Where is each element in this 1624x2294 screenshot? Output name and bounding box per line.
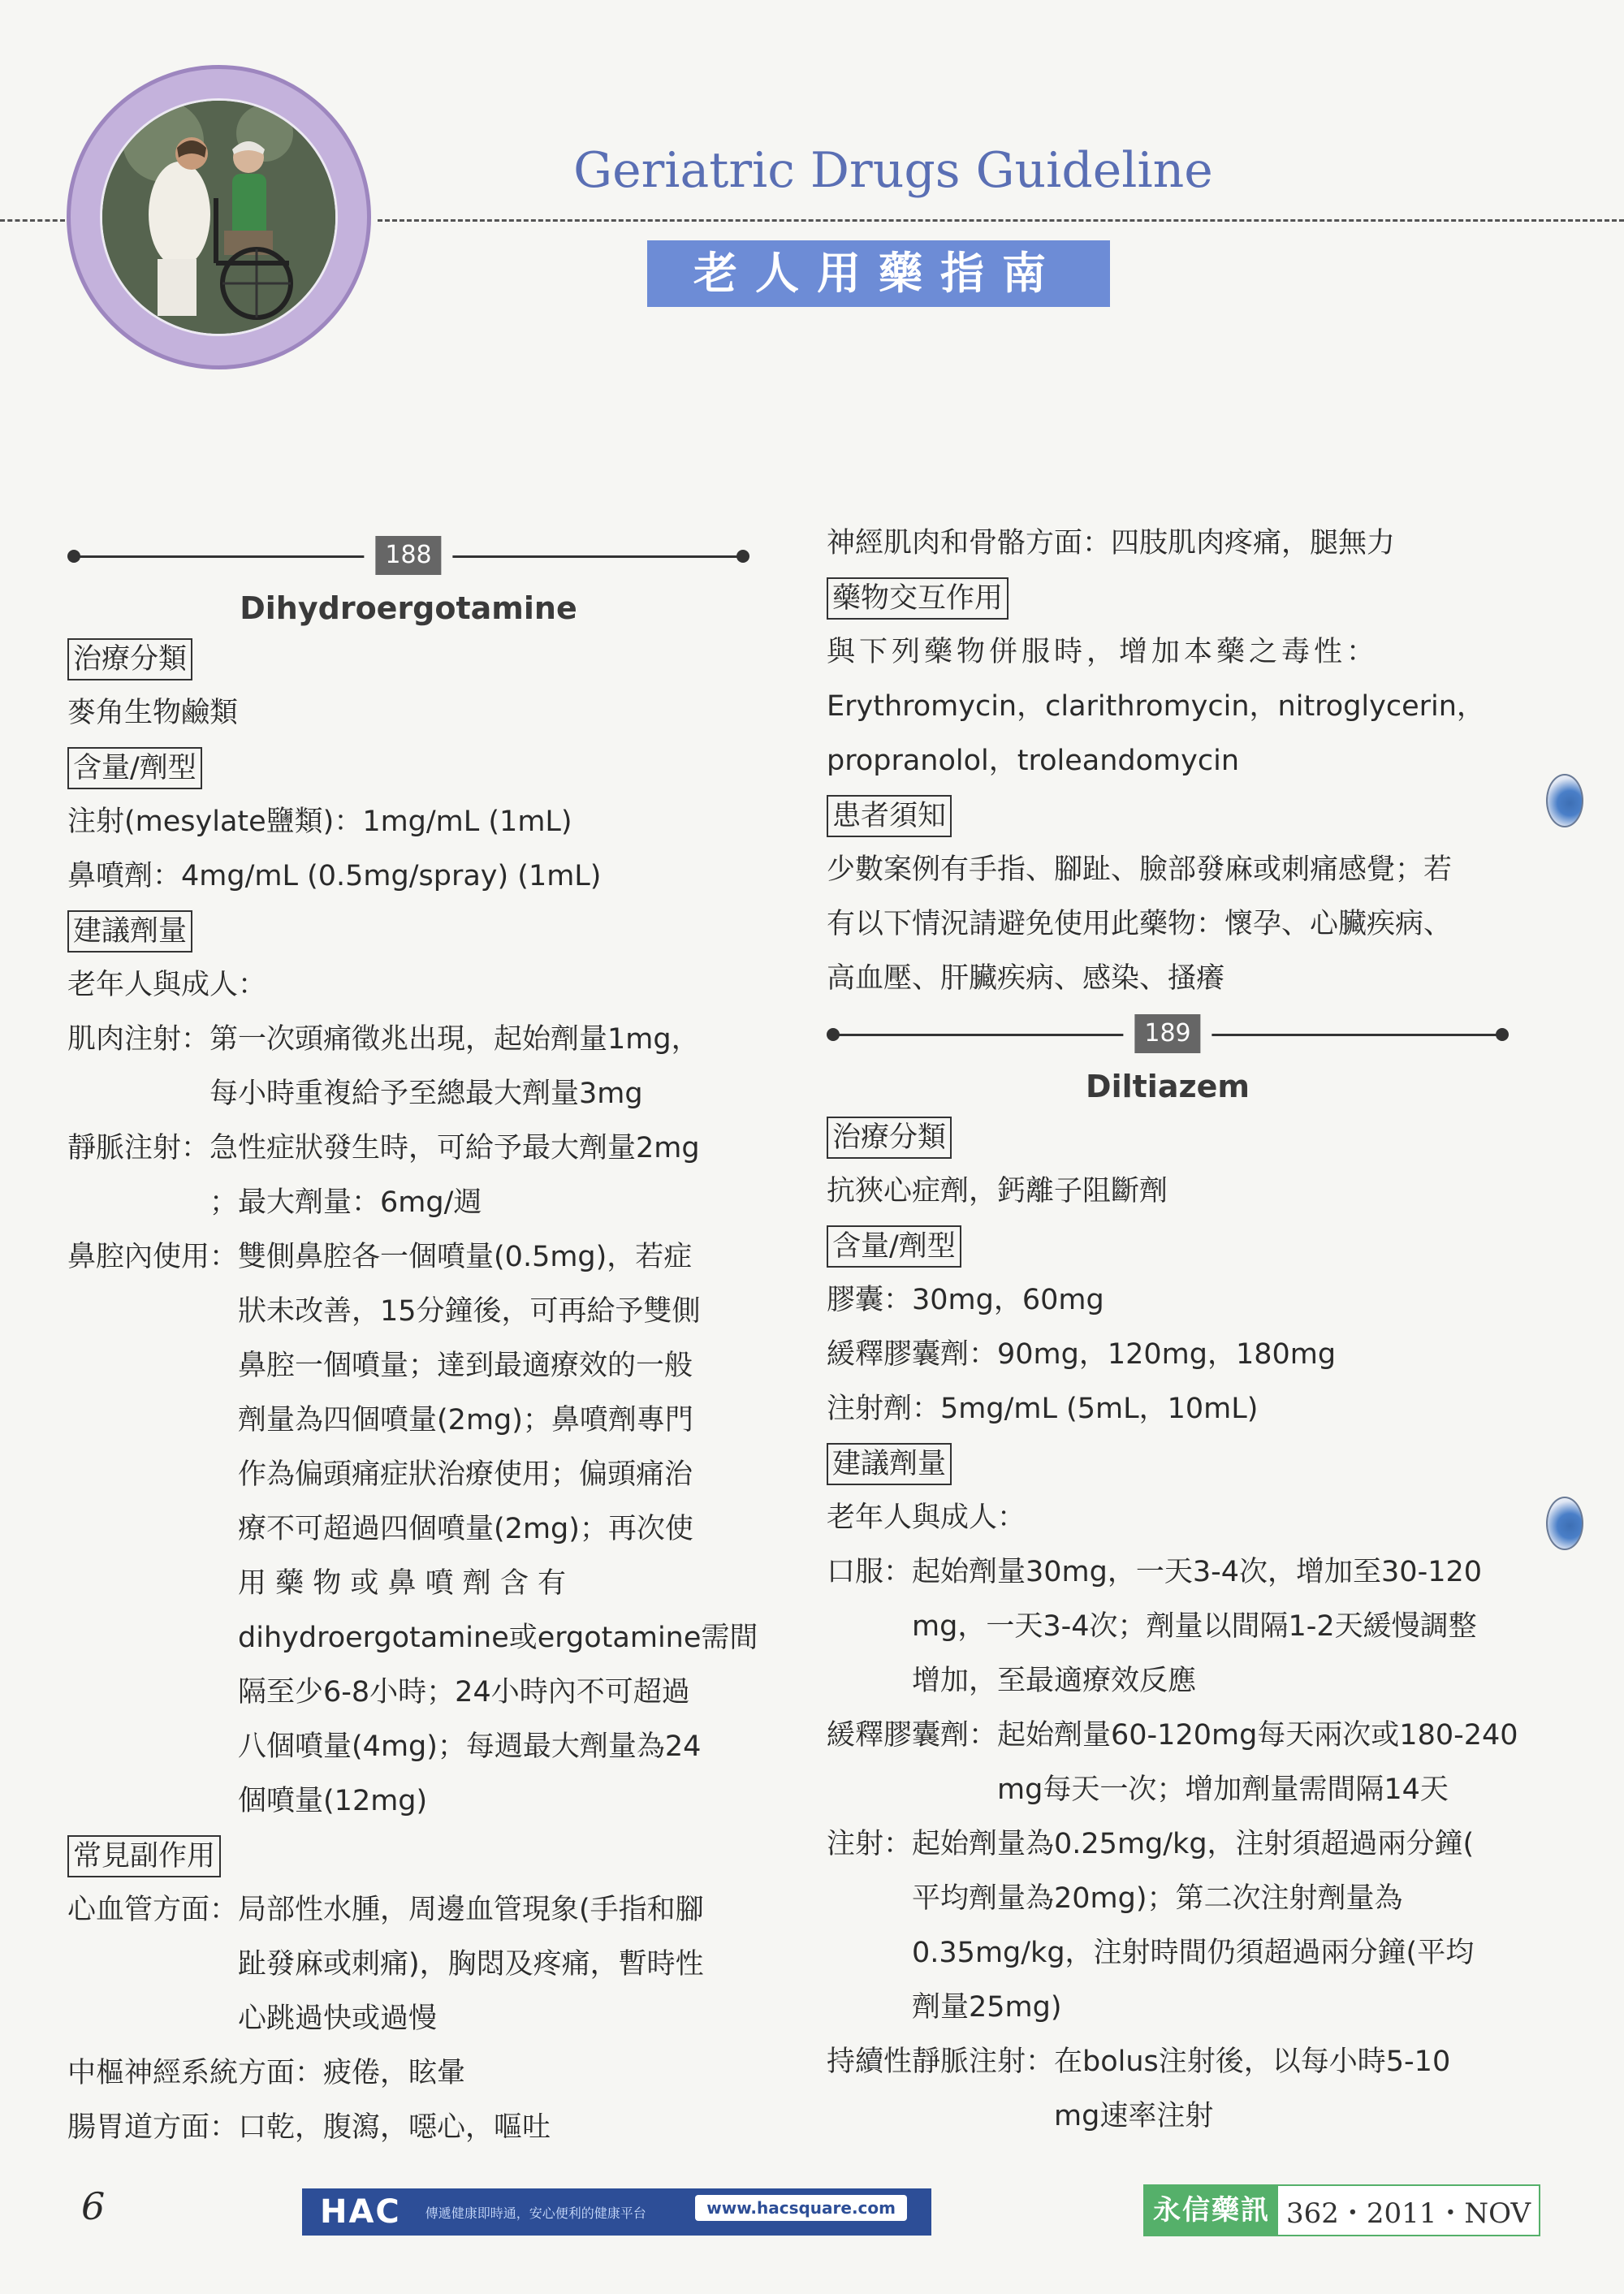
dose-label: 口服： — [827, 1556, 913, 1588]
issue-info: 362・2011・NOV — [1286, 2197, 1531, 2230]
hac-logo: HAC — [320, 2193, 401, 2231]
issue-box — [1143, 2184, 1540, 2236]
dosage-form-line: 注射劑：5mg/mL (5mL，10mL) — [827, 1393, 1259, 1425]
section-heading-interactions: 藥物交互作用 — [827, 577, 1009, 620]
caregiver-wheelchair-icon — [102, 101, 335, 334]
drug-divider-189 — [827, 1006, 1509, 1063]
section-heading-dosage-forms: 含量/劑型 — [827, 1225, 961, 1268]
dosage-form-line: 鼻噴劑：4mg/mL (0.5mg/spray) (1mL) — [67, 860, 602, 892]
classification-text: 麥角生物鹼類 — [67, 697, 239, 729]
section-heading-dosage-forms: 含量/劑型 — [67, 747, 202, 789]
dose-label: 注射： — [827, 1828, 913, 1860]
dose-intro: 老年人與成人： — [827, 1501, 1026, 1534]
drug-number-badge: 188 — [375, 536, 441, 575]
page-title-chinese: 老人用藥指南 — [647, 240, 1110, 307]
side-effect-cardio: 心血管方面： 局部性水腫，周邊血管現象(手指和腳 趾發麻或刺痛)，胸悶及疼痛，暫時性 心跳過快或過慢 — [67, 1883, 749, 2046]
dose-im: 肌肉注射： 第一次頭痛徵兆出現，起始劑量1mg， 每小時重複給予至總最大劑量3mg — [67, 1013, 749, 1121]
hac-tagline: 傳遞健康即時通，安心便利的健康平台 — [425, 2205, 646, 2221]
section-heading-recommended-dose: 建議劑量 — [827, 1443, 952, 1485]
dose-label: 靜脈注射： — [67, 1132, 210, 1164]
dose-label: 肌肉注射： — [67, 1023, 210, 1056]
dosage-form-line: 膠囊：30mg，60mg — [827, 1284, 1104, 1316]
section-heading-classification: 治療分類 — [827, 1117, 952, 1159]
left-column — [67, 528, 758, 2155]
dose-oral: 口服： 起始劑量30mg，一天3-4次，增加至30-120 mg，一天3-4次；劑量以間隔1-2天緩慢調整 增加，至最適療效反應 — [827, 1545, 1509, 1709]
patient-info-line: 少數案例有手指、腳趾、臉部發麻或刺痛感覺；若 — [827, 853, 1453, 886]
dosage-form-line: 緩釋膠囊劑：90mg，120mg，180mg — [827, 1338, 1337, 1371]
drug-name: Dihydroergotamine — [240, 590, 577, 626]
interaction-line: propranolol，troleandomycin — [827, 745, 1239, 777]
section-heading-classification: 治療分類 — [67, 638, 192, 680]
page-number: 6 — [81, 2184, 106, 2228]
dose-iv: 靜脈注射： 急性症狀發生時，可給予最大劑量2mg ；最大劑量：6mg/週 — [67, 1121, 749, 1230]
classification-text: 抗狹心症劑，鈣離子阻斷劑 — [827, 1175, 1168, 1207]
dose-label: 鼻腔內使用： — [67, 1241, 239, 1273]
hac-url-link[interactable]: www.hacsquare.com — [695, 2195, 907, 2221]
side-effect-label: 心血管方面： — [67, 1894, 239, 1926]
patient-info-line: 高血壓、肝臟疾病、感染、搔癢 — [827, 962, 1225, 995]
header-dashed-line-left — [0, 219, 65, 222]
side-effect-cns: 中樞神經系統方面：疲倦，眩暈 — [67, 2057, 466, 2089]
section-heading-recommended-dose: 建議劑量 — [67, 910, 192, 953]
interaction-line: 與下列藥物併服時，增加本藥之毒性： — [827, 636, 1380, 668]
elderly-care-photo — [100, 98, 338, 336]
dose-label: 持續性靜脈注射： — [827, 2046, 1055, 2078]
header-dashed-line-right — [378, 219, 1624, 222]
drug-name: Diltiazem — [1086, 1069, 1250, 1104]
dose-nasal: 鼻腔內使用： 雙側鼻腔各一個噴量(0.5mg)，若症 狀未改善，15分鐘後，可再給予雙側 鼻腔一個噴量；達到最適療效的一般 劑量為四個噴量(2mg)；鼻噴劑專門 作為偏頭痛症狀治療使用；偏頭痛治 療不可超過四個噴量(2mg)；再次使 用 藥 物 或 鼻 噴 劑 含 有 dihydroergotamine或ergotamine需間 隔至少6-8小時；24小時內不可超過 八個噴量(4mg)；每週最大劑量為24 個噴量(12mg) — [67, 1230, 749, 1829]
page-title-english: Geriatric Drugs Guideline — [573, 142, 1213, 199]
dose-infusion: 持續性靜脈注射： 在bolus注射後，以每小時5-10 mg速率注射 — [827, 2035, 1509, 2144]
side-effect-musculo: 神經肌肉和骨骼方面：四肢肌肉疼痛，腿無力 — [827, 527, 1396, 559]
dosage-form-line: 注射(mesylate鹽類)：1mg/mL (1mL) — [67, 806, 572, 838]
interaction-line: Erythromycin，clarithromycin，nitroglycerin， — [827, 690, 1485, 723]
binder-tab-icon — [1546, 774, 1583, 827]
binder-tab-icon — [1546, 1497, 1583, 1550]
drug-divider-188 — [67, 528, 749, 585]
header-emblem — [67, 65, 371, 369]
drug-number-badge: 189 — [1134, 1014, 1200, 1053]
divider-dot-icon — [1496, 1028, 1509, 1041]
patient-info-line: 有以下情況請避免使用此藥物：懷孕、心臟疾病、 — [827, 908, 1453, 940]
hac-banner — [302, 2188, 931, 2236]
dose-intro: 老年人與成人： — [67, 969, 267, 1001]
issue-brand: 永信藥訊 — [1145, 2186, 1278, 2235]
section-heading-side-effects: 常見副作用 — [67, 1835, 221, 1877]
right-column — [827, 516, 1518, 2144]
side-effect-gi: 腸胃道方面：口乾，腹瀉，噁心，嘔吐 — [67, 2111, 551, 2144]
dose-label: 緩釋膠囊劑： — [827, 1719, 998, 1752]
divider-dot-icon — [736, 550, 749, 563]
dose-extended-release: 緩釋膠囊劑： 起始劑量60-120mg每天兩次或180-240 mg每天一次；增加劑量需間隔14天 — [827, 1709, 1509, 1817]
dose-injection: 注射： 起始劑量為0.25mg/kg，注射須超過兩分鐘( 平均劑量為20mg)；第二次注射劑量為 0.35mg/kg，注射時間仍須超過兩分鐘(平均 劑量25mg) — [827, 1817, 1509, 2035]
section-heading-patient-info: 患者須知 — [827, 795, 952, 837]
